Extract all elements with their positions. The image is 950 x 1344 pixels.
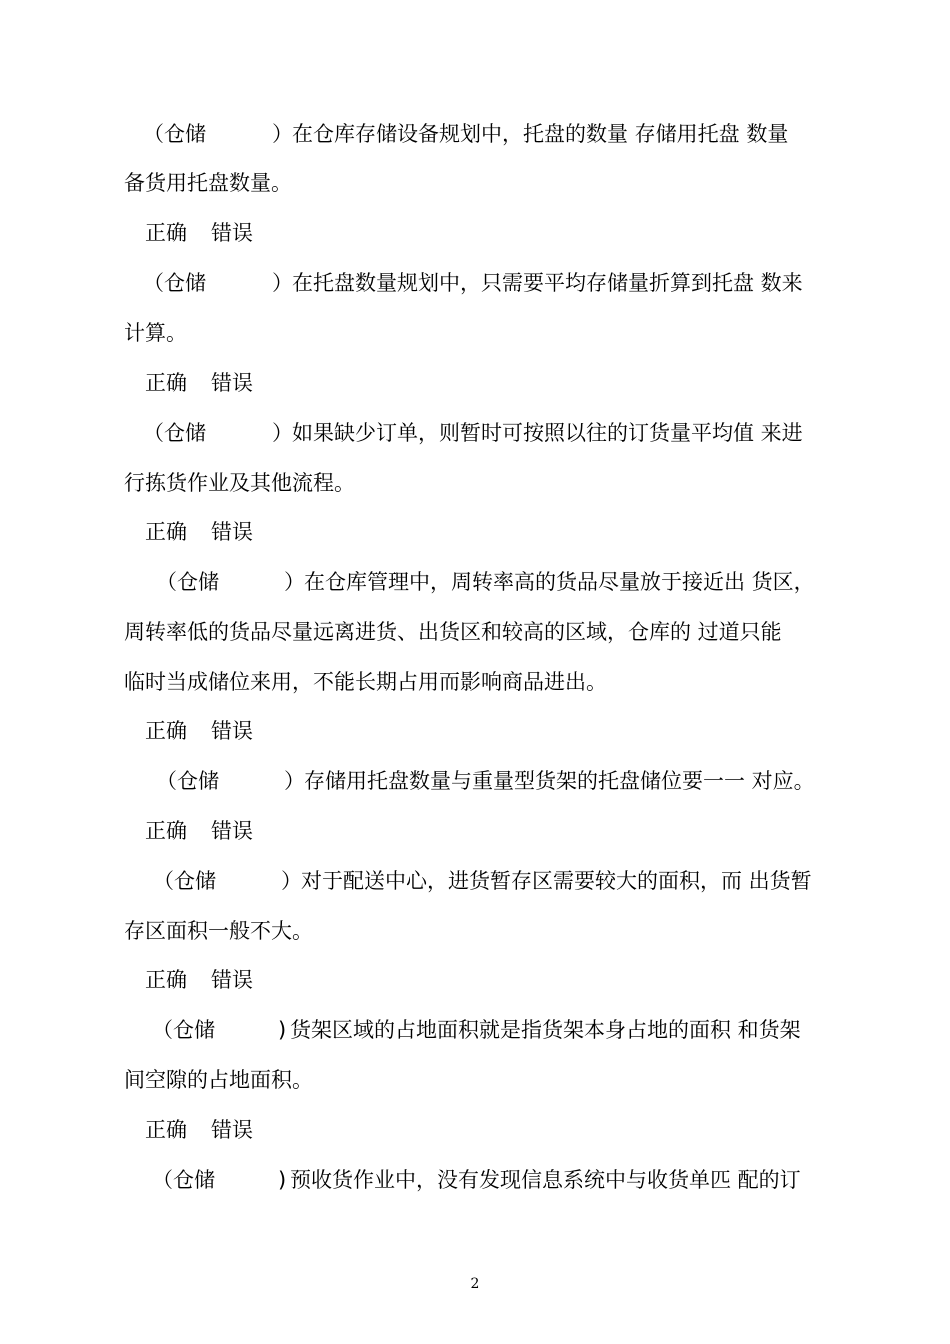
- question-3-text: 行拣货作业及其他流程。: [124, 471, 355, 495]
- question-2-line-2: [0, 316, 950, 350]
- question-7-paren-close: ): [278, 1018, 287, 1042]
- question-6-line-1: [0, 864, 950, 898]
- option-correct: 正确: [145, 1118, 187, 1142]
- question-5-tag: （仓储: [156, 769, 219, 793]
- question-4-line-3: [0, 665, 950, 699]
- option-wrong: 错误: [211, 1118, 253, 1142]
- question-3-options: [0, 515, 950, 549]
- question-2-text: 在托盘数量规划中，只需要平均存储量折算到托盘 数来: [292, 271, 803, 295]
- option-correct: 正确: [145, 719, 187, 743]
- question-8-tag: （仓储: [152, 1168, 215, 1192]
- question-1-tag: （仓储: [143, 122, 206, 146]
- question-7-text: 货架区域的占地面积就是指货架本身占地的面积 和货架: [290, 1018, 801, 1042]
- option-wrong: 错误: [211, 221, 253, 245]
- question-8-paren-close: ): [278, 1168, 287, 1192]
- question-6-text: 存区面积一般不大。: [124, 919, 313, 943]
- question-5-text: 存储用托盘数量与重量型货架的托盘储位要一一 对应。: [304, 769, 815, 793]
- question-2-text: 计算。: [124, 321, 187, 345]
- question-3-line-2: [0, 466, 950, 500]
- question-6-paren-close: ）: [281, 869, 302, 893]
- question-5-paren-close: ）: [284, 769, 305, 793]
- question-4-options: [0, 714, 950, 748]
- question-1-paren-close: ）: [272, 122, 293, 146]
- question-1-line-2: [0, 166, 950, 200]
- question-7-tag: （仓储: [152, 1018, 215, 1042]
- question-1-text: 在仓库存储设备规划中，托盘的数量 存储用托盘 数量: [292, 122, 789, 146]
- page-number: 2: [470, 1276, 480, 1292]
- question-2-tag: （仓储: [143, 271, 206, 295]
- question-6-tag: （仓储: [153, 869, 216, 893]
- question-1-text: 备货用托盘数量。: [124, 171, 292, 195]
- question-1-line-1: [0, 117, 950, 151]
- option-correct: 正确: [145, 371, 187, 395]
- question-2-paren-close: ）: [272, 271, 293, 295]
- question-3-paren-close: ）: [272, 421, 293, 445]
- question-1-options: [0, 216, 950, 250]
- option-correct: 正确: [145, 819, 187, 843]
- question-4-text: 临时当成储位来用，不能长期占用而影响商品进出。: [124, 670, 607, 694]
- question-6-text: 对于配送中心，进货暂存区需要较大的面积，而 出货暂: [301, 869, 812, 893]
- option-wrong: 错误: [211, 719, 253, 743]
- question-2-options: [0, 366, 950, 400]
- question-3-tag: （仓储: [143, 421, 206, 445]
- option-wrong: 错误: [211, 819, 253, 843]
- question-4-line-1: [0, 565, 950, 599]
- question-6-line-2: [0, 914, 950, 948]
- question-4-text: 在仓库管理中，周转率高的货品尽量放于接近出 货区，: [304, 570, 815, 594]
- question-5-options: [0, 814, 950, 848]
- question-4-line-2: [0, 615, 950, 649]
- question-8-line-1: [0, 1163, 950, 1197]
- option-correct: 正确: [145, 520, 187, 544]
- question-4-paren-close: ）: [284, 570, 305, 594]
- question-8-text: 预收货作业中，没有发现信息系统中与收货单匹 配的订: [290, 1168, 801, 1192]
- question-2-line-1: [0, 266, 950, 300]
- option-correct: 正确: [145, 221, 187, 245]
- question-7-options: [0, 1113, 950, 1147]
- question-7-text: 间空隙的占地面积。: [124, 1068, 313, 1092]
- option-correct: 正确: [145, 968, 187, 992]
- question-4-tag: （仓储: [156, 570, 219, 594]
- question-7-line-2: [0, 1063, 950, 1097]
- question-3-text: 如果缺少订单，则暂时可按照以往的订货量平均值 来进: [292, 421, 803, 445]
- question-7-line-1: [0, 1013, 950, 1047]
- question-3-line-1: [0, 416, 950, 450]
- option-wrong: 错误: [211, 371, 253, 395]
- question-5-line-1: [0, 764, 950, 798]
- question-4-text: 周转率低的货品尽量远离进货、出货区和较高的区域，仓库的 过道只能: [124, 620, 782, 644]
- question-6-options: [0, 963, 950, 997]
- option-wrong: 错误: [211, 520, 253, 544]
- option-wrong: 错误: [211, 968, 253, 992]
